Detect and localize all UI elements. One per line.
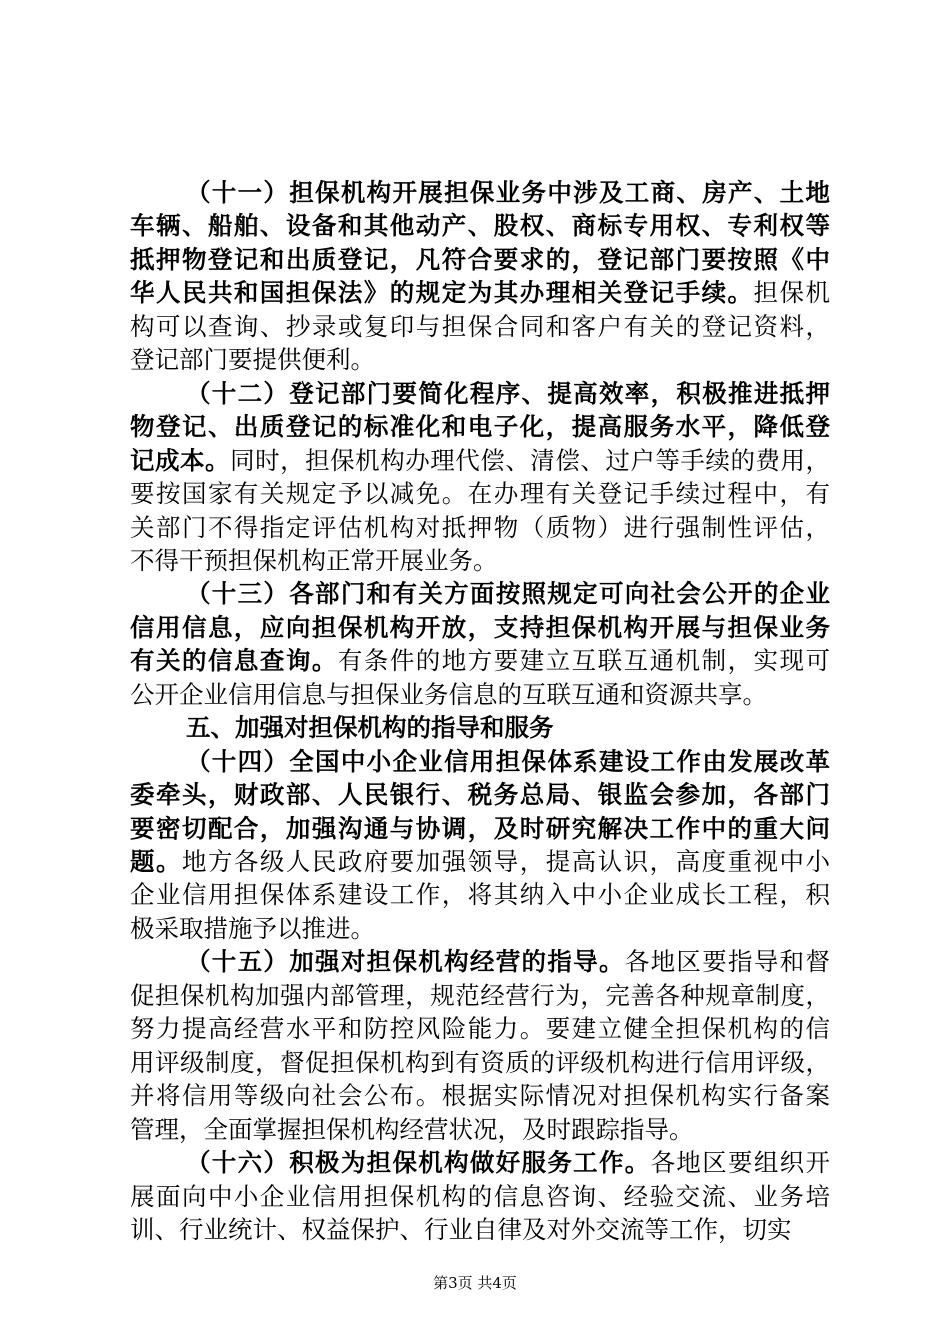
bold-text-span: 抵押物登记和出质登记，凡符合要求的，登记部门要按照《中	[130, 245, 830, 274]
page-footer: 第3页 共4页	[433, 1274, 517, 1292]
bold-text-span: （十二）登记部门要简化程序、提高效率，积极推进抵押	[186, 379, 830, 408]
paragraph-line	[130, 1213, 830, 1247]
text-span: 努力提高经营水平和防控风险能力。要建立健全担保机构的信	[130, 1014, 830, 1043]
bold-text-span: 物登记、出质登记的标准化和电子化，提高服务水平，降低登	[130, 412, 830, 441]
text-span: 展面向中小企业信用担保机构的信息咨询、经验交流、业务培	[130, 1182, 830, 1211]
paragraph-line	[130, 778, 830, 812]
bold-text-span: 有关的信息查询。	[130, 646, 338, 675]
paragraph-first-line	[186, 577, 830, 611]
text-span: 管理，全面掌握担保机构经营状况，及时跟踪指导。	[130, 1115, 694, 1144]
text-span: 企业信用担保体系建设工作，将其纳入中小企业成长工程，积	[130, 880, 830, 909]
text-span: 促担保机构加强内部管理，规范经营行为，完善各种规章制度，	[130, 981, 830, 1010]
bold-text-span: 委牵头，财政部、人民银行、税务总局、银监会参加，各部门	[130, 780, 830, 809]
text-span: 各地区要指导和督	[624, 947, 830, 976]
paragraph-line	[130, 1180, 830, 1214]
paragraph-line	[130, 310, 830, 344]
paragraph-line	[130, 209, 830, 243]
paragraph-line	[130, 1012, 830, 1046]
paragraph-line	[130, 845, 830, 879]
bold-text-span: （十六）积极为担保机构做好服务工作。	[186, 1148, 651, 1177]
paragraph-line	[130, 912, 830, 946]
paragraph-line	[130, 1113, 830, 1147]
paragraph-line	[130, 444, 830, 478]
bold-text-span: 信用信息，应向担保机构开放，支持担保机构开展与担保业务	[130, 613, 830, 642]
paragraph-line	[130, 812, 830, 846]
paragraph-line	[130, 979, 830, 1013]
paragraph-line	[130, 611, 830, 645]
bold-text-span: 记成本。	[130, 446, 231, 475]
text-span: 公开企业信用信息与担保业务信息的互联互通和资源共享。	[130, 680, 767, 709]
paragraph-line	[130, 1046, 830, 1080]
paragraph-first-line	[186, 1146, 830, 1180]
text-span: 训、行业统计、权益保护、行业自律及对外交流等工作，切实	[130, 1215, 792, 1244]
paragraph-first-line	[186, 711, 830, 745]
paragraph-line	[130, 644, 830, 678]
bold-text-span: 题。	[130, 847, 182, 876]
paragraph-line	[130, 878, 830, 912]
text-span: 各地区要组织开	[650, 1148, 830, 1177]
paragraph-line	[130, 544, 830, 578]
paragraph-line	[130, 276, 830, 310]
paragraph-line	[130, 511, 830, 545]
paragraph-line	[130, 477, 830, 511]
bold-text-span: （十一）担保机构开展担保业务中涉及工商、房产、土地	[186, 178, 830, 207]
paragraph-line	[130, 343, 830, 377]
text-span: 不得干预担保机构正常开展业务。	[130, 546, 498, 575]
paragraph-line	[130, 243, 830, 277]
text-span: 有条件的地方要建立互联互通机制，实现可	[337, 646, 831, 675]
text-span: 要按国家有关规定予以减免。在办理有关登记手续过程中，有	[130, 479, 830, 508]
bold-text-span: 华人民共和国担保法》的规定为其办理相关登记手续。	[130, 278, 754, 307]
bold-text-span: （十五）加强对担保机构经营的指导。	[186, 947, 625, 976]
text-span: 并将信用等级向社会公布。根据实际情况对担保机构实行备案	[130, 1081, 830, 1110]
text-span: 担保机	[753, 278, 831, 307]
text-span: 极采取措施予以推进。	[130, 914, 375, 943]
text-span: 同时，担保机构办理代偿、清偿、过户等手续的费用，	[230, 446, 831, 475]
paragraph-line	[130, 1079, 830, 1113]
text-span: 用评级制度，督促担保机构到有资质的评级机构进行信用评级，	[130, 1048, 830, 1077]
bold-text-span: （十三）各部门和有关方面按照规定可向社会公开的企业	[186, 579, 830, 608]
text-span: 关部门不得指定评估机构对抵押物（质物）进行强制性评估，	[130, 513, 830, 542]
paragraph-first-line	[186, 745, 830, 779]
paragraph-line	[130, 410, 830, 444]
bold-text-span: 五、加强对担保机构的指导和服务	[186, 713, 554, 742]
paragraph-first-line	[186, 377, 830, 411]
paragraph-first-line	[186, 176, 830, 210]
bold-text-span: （十四）全国中小企业信用担保体系建设工作由发展改革	[186, 747, 830, 776]
text-span: 构可以查询、抄录或复印与担保合同和客户有关的登记资料，	[130, 312, 830, 341]
paragraph-line	[130, 678, 830, 712]
bold-text-span: 车辆、船舶、设备和其他动产、股权、商标专用权、专利权等	[130, 211, 830, 240]
text-span: 地方各级人民政府要加强领导，提高认识，高度重视中小	[181, 847, 831, 876]
text-span: 登记部门要提供便利。	[130, 345, 375, 374]
paragraph-first-line	[186, 945, 830, 979]
bold-text-span: 要密切配合，加强沟通与协调，及时研究解决工作中的重大问	[130, 814, 830, 843]
